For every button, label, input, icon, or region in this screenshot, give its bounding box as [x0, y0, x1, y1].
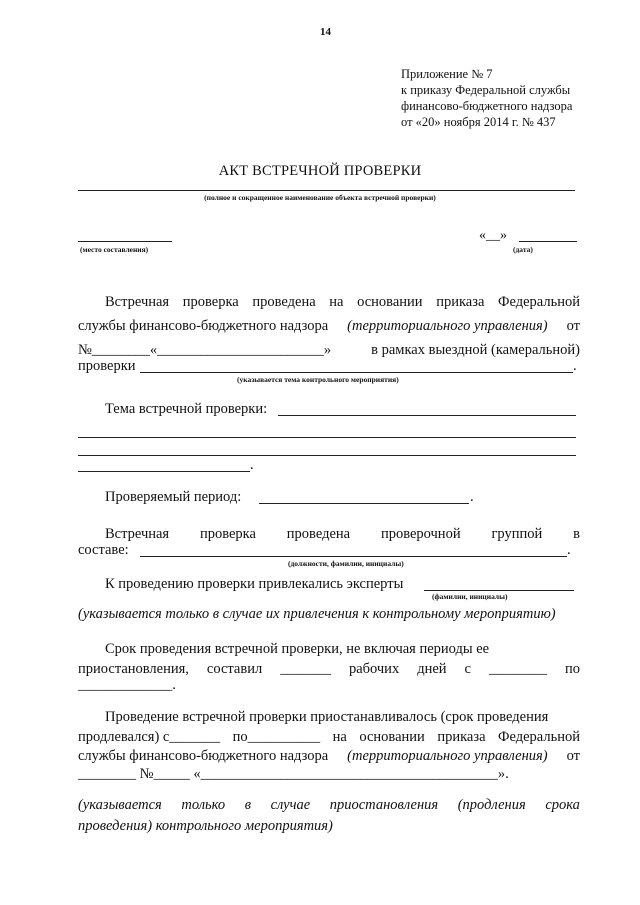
- suspension-note-line-2: проведения) контрольного мероприятия): [78, 818, 333, 834]
- term-line-3: _____________.: [78, 677, 176, 693]
- group-line-2: составе:: [78, 542, 129, 558]
- para1-line-3: №________«_______________________» в рамках выездной (камеральной): [78, 342, 580, 358]
- suspension-note-line-1: (указывается только в случае приостановления (продления срока: [78, 797, 580, 813]
- suspension-line-1: Проведение встречной проверки приостанавливалось (срок проведения: [105, 709, 549, 725]
- appendix-block: [401, 66, 572, 130]
- appendix-line-2: к приказу Федеральной службы: [401, 83, 571, 97]
- para1-caption: (указывается тема контрольного мероприятия): [237, 375, 399, 384]
- para1-line-1: Встречная проверка проведена на основании приказа Федеральной: [105, 294, 580, 310]
- topic-control-line: [140, 372, 573, 373]
- period-label: Проверяемый период:: [105, 489, 242, 505]
- topic-end: .: [250, 457, 254, 473]
- appendix-line-4: от «20» ноября 2014 г. № 437: [401, 115, 556, 129]
- document-title: АКТ ВСТРЕЧНОЙ ПРОВЕРКИ: [218, 163, 422, 179]
- suspension-line-3: службы финансово-бюджетного надзора (территориального управления) от: [78, 748, 580, 764]
- object-name-line: [78, 190, 575, 191]
- appendix-line-3: финансово-бюджетного надзора: [401, 99, 573, 113]
- date-caption: (дата): [513, 245, 533, 254]
- term-line-2: приостановления, составил _______ рабочих дней с ________ по: [78, 661, 580, 677]
- group-line-1: Встречная проверка проведена проверочной группой в: [105, 526, 580, 542]
- para1-line-4-end: .: [573, 358, 577, 374]
- period-line: [259, 503, 469, 504]
- object-caption: (полное и сокращенное наименование объекта встречной проверки): [204, 193, 436, 202]
- group-caption: (должности, фамилии, инициалы): [288, 559, 404, 568]
- experts-note: (указывается только в случае их привлечения к контрольному мероприятию): [78, 606, 556, 622]
- suspension-line-4: ________ №_____ «_________________________________________».: [78, 766, 509, 782]
- experts-caption: (фамилии, инициалы): [432, 592, 508, 601]
- term-line-1: Срок проведения встречной проверки, не включая периоды ее: [105, 641, 490, 657]
- para1-line-4: проверки: [78, 358, 136, 374]
- suspension-line-2: продлевался) с_______ по__________ на основании приказа Федеральной: [78, 729, 580, 745]
- page-number: 14: [320, 26, 331, 38]
- group-end: .: [567, 542, 571, 558]
- date-line: [519, 241, 577, 242]
- topic-label: Тема встречной проверки:: [105, 401, 268, 417]
- experts-line: [424, 590, 574, 591]
- appendix-line-1: Приложение № 7: [401, 67, 493, 81]
- place-line: [78, 241, 172, 242]
- topic-line-2: [78, 437, 576, 438]
- topic-line-3: [78, 455, 576, 456]
- topic-line-1: [278, 415, 576, 416]
- period-end: .: [470, 489, 474, 505]
- topic-line-4: [78, 471, 250, 472]
- experts-text: К проведению проверки привлекались эксперты: [105, 576, 404, 592]
- para1-line-2: службы финансово-бюджетного надзора (территориального управления) от: [78, 318, 580, 334]
- group-line: [140, 556, 567, 557]
- date-quotes: «__»: [479, 228, 507, 243]
- place-caption: (место составления): [80, 245, 149, 254]
